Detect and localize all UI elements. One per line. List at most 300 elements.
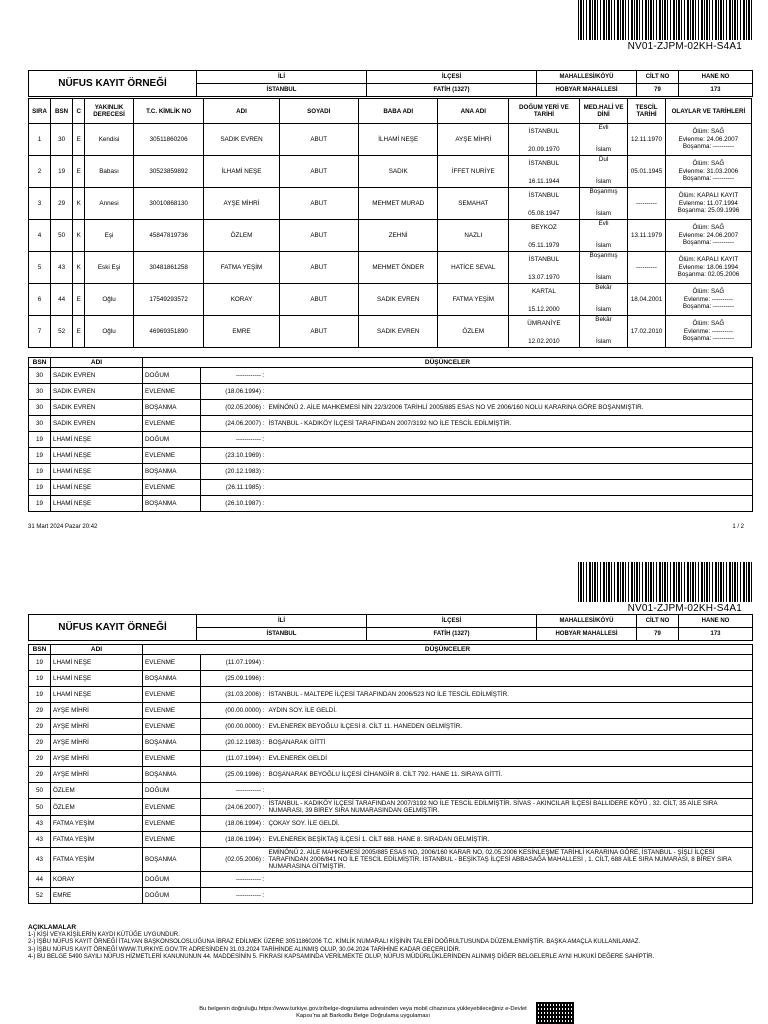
barcode-image [578, 0, 752, 40]
cell-sira: 3 [29, 188, 51, 220]
cell-bsn: 30 [29, 400, 51, 416]
cell-remark [267, 655, 753, 671]
table-row [29, 816, 753, 832]
cell-tescil: 13.11.1979 [628, 220, 666, 252]
header-table [28, 70, 753, 97]
table-row [29, 252, 752, 284]
cell-c: E [73, 124, 85, 156]
cell-remark [267, 368, 753, 384]
cell-event-date: (11.07.1994) : [201, 655, 267, 671]
cell-events: Ölüm: KAPALI KAYIT Evlenme: 18.06.1994 Boşanma: 02.05.2006 [665, 252, 751, 284]
table-row [29, 888, 753, 904]
cell-event-type: EVLENME [143, 816, 201, 832]
cell-bsn: 19 [29, 687, 51, 703]
cell-remark: İSTANBUL - MALTEPE İLÇESİ TARAFINDAN 2006/523 NO İLE TESCİL EDİLMİŞTİR. [267, 687, 753, 703]
cell-event-type: EVLENME [143, 703, 201, 719]
cell-bsn: 43 [29, 848, 51, 872]
table-row [29, 124, 752, 156]
cell-sira: 5 [29, 252, 51, 284]
table-row [29, 316, 752, 348]
cell-event-date: (24.06.2007) : [201, 799, 267, 816]
table-row [29, 783, 753, 799]
col-header: T.C. KİMLİK NO [133, 99, 204, 124]
cell-remark [267, 496, 753, 512]
birth-place: KARTAL [531, 288, 556, 295]
cell-ana: NAZLI [438, 220, 509, 252]
table-row [29, 464, 753, 480]
cell-adi: AYŞE MİHRİ [51, 767, 143, 783]
cell-adi: EMRE [204, 316, 279, 348]
cell-bsn: 30 [29, 368, 51, 384]
cell-event-type: EVLENME [143, 799, 201, 816]
cell-event-date: (31.03.2006) : [201, 687, 267, 703]
cell-adi: FATMA YEŞİM [51, 816, 143, 832]
cell-c: E [73, 156, 85, 188]
cell-soyadi: ABUT [279, 252, 358, 284]
marital-status: Bekâr [595, 284, 612, 291]
cell-remark: AYDIN SOY. İLE GELDİ. [267, 703, 753, 719]
cell-marital [579, 188, 628, 220]
cell-event-date: (11.07.1994) : [201, 751, 267, 767]
table-row [29, 671, 753, 687]
explanations [28, 924, 752, 962]
birth-place: BEYKOZ [531, 224, 557, 231]
col-header: BSN [51, 99, 73, 124]
cell-remark [267, 671, 753, 687]
col-header: SOYADI [279, 99, 358, 124]
cell-c: K [73, 188, 85, 220]
cell-remark: EVLENEREK GELDİ [267, 751, 753, 767]
cell-bsn: 29 [29, 703, 51, 719]
cell-baba: MEHMET ÖNDER [358, 252, 437, 284]
table-row [29, 687, 753, 703]
cell-adi: İLHAMİ NEŞE [204, 156, 279, 188]
cell-tc: 46969351890 [133, 316, 204, 348]
cell-event-type: BOŞANMA [143, 671, 201, 687]
cell-remark: İSTANBUL - KADIKÖY İLÇESİ TARAFINDAN 2007/3192 NO İLE TESCİL EDİLMİŞTİR. [267, 416, 753, 432]
cell-event-type: BOŞANMA [143, 496, 201, 512]
cell-sira: 7 [29, 316, 51, 348]
table-row [29, 832, 753, 848]
cell-bsn: 19 [29, 671, 51, 687]
cell-bsn: 19 [29, 496, 51, 512]
header-val: 173 [679, 628, 753, 641]
cell-ana: HATİCE SEVAL [438, 252, 509, 284]
table-row [29, 368, 753, 384]
cell-event-type: BOŞANMA [143, 767, 201, 783]
header-val: 173 [679, 84, 753, 97]
cell-baba: MEHMET MURAD [358, 188, 437, 220]
table-row [29, 220, 752, 252]
cell-tescil: ---------- [628, 188, 666, 220]
cell-adi: SADIK EVREN [51, 416, 143, 432]
cell-adi: AYŞE MİHRİ [51, 751, 143, 767]
cell-yakinlik: Annesi [85, 188, 134, 220]
cell-event-type: EVLENME [143, 832, 201, 848]
col-header: ANA ADI [438, 99, 509, 124]
cell-bsn: 29 [51, 188, 73, 220]
cell-adi: LHAMİ NEŞE [51, 480, 143, 496]
cell-remark [267, 432, 753, 448]
cell-bsn: 44 [29, 872, 51, 888]
birth-date: 05.11.1979 [528, 242, 560, 249]
cell-adi: SADIK EVREN [51, 384, 143, 400]
header-val: FATİH (1327) [367, 84, 537, 97]
cell-bsn: 29 [29, 767, 51, 783]
cell-adi: KORAY [204, 284, 279, 316]
cell-remark: EVLENEREK BEŞİKTAŞ İLÇESİ 1. CİLT 688. HANE 8. SIRADAN GELMİŞTİR. [267, 832, 753, 848]
family-table [28, 98, 752, 348]
cell-adi: LHAMİ NEŞE [51, 496, 143, 512]
cell-event-date: ------------ : [201, 872, 267, 888]
cell-adi: KORAY [51, 872, 143, 888]
cell-remark [267, 783, 753, 799]
cell-events: Ölüm: SAĞ Evlenme: ---------- Boşanma: ---------- [665, 284, 751, 316]
header-val: İSTANBUL [197, 628, 367, 641]
table-row [29, 799, 753, 816]
cell-bsn: 30 [29, 384, 51, 400]
cell-yakinlik: Eşi [85, 220, 134, 252]
cell-events: Ölüm: SAĞ Evlenme: 31.03.2006 Boşanma: ---------- [665, 156, 751, 188]
cell-remark: EVLENEREK BEYOĞLU İLÇESİ 8. CİLT 11. HANEDEN GELMİŞTİR. [267, 719, 753, 735]
cell-adi: LHAMİ NEŞE [51, 687, 143, 703]
cell-remark: BOŞANARAK GİTTİ [267, 735, 753, 751]
cell-sira: 6 [29, 284, 51, 316]
cell-marital [579, 220, 628, 252]
doc-title: NÜFUS KAYIT ÖRNEĞİ [29, 71, 197, 97]
cell-bsn: 19 [29, 464, 51, 480]
cell-baba: ZEHNİ [358, 220, 437, 252]
birth-date: 15.12.2000 [528, 306, 560, 313]
cell-bsn: 50 [51, 220, 73, 252]
cell-birth [509, 252, 580, 284]
cell-birth [509, 124, 580, 156]
cell-event-date: (20.12.1983) : [201, 464, 267, 480]
cell-bsn: 52 [29, 888, 51, 904]
cell-remark: BOŞANARAK BEYOĞLU İLÇESİ CİHANGİR 8. CİLT 792. HANE 11. SIRAYA GİTTİ. [267, 767, 753, 783]
cell-birth [509, 284, 580, 316]
cell-ana: FATMA YEŞİM [438, 284, 509, 316]
cell-bsn: 44 [51, 284, 73, 316]
cell-tescil: 05.01.1945 [628, 156, 666, 188]
table-row [29, 767, 753, 783]
cell-remark [267, 872, 753, 888]
col-header: SIRA [29, 99, 51, 124]
cell-yakinlik: Oğlu [85, 316, 134, 348]
header-val: HOBYAR MAHALLESİ [537, 84, 637, 97]
table-row [29, 416, 753, 432]
header-col: MAHALLESİ/KÖYÜ [537, 615, 637, 628]
cell-event-date: ------------ : [201, 432, 267, 448]
cell-bsn: 19 [29, 432, 51, 448]
qr-code-image [536, 1002, 574, 1024]
birth-place: İSTANBUL [528, 192, 560, 199]
notes-table-p1 [28, 357, 753, 512]
birth-date: 05.08.1947 [528, 210, 560, 217]
religion: İslam [595, 210, 612, 217]
cell-event-date: (24.06.2007) : [201, 416, 267, 432]
header-col: HANE NO [679, 71, 753, 84]
marital-status: Boşanmış [589, 252, 618, 259]
cell-event-type: EVLENME [143, 480, 201, 496]
birth-place: İSTANBUL [528, 160, 560, 167]
birth-date: 12.02.2010 [528, 338, 560, 345]
table-row [29, 655, 753, 671]
cell-tc: 30481861258 [133, 252, 204, 284]
header-val: HOBYAR MAHALLESİ [537, 628, 637, 641]
cell-tc: 17549293572 [133, 284, 204, 316]
religion: İslam [595, 306, 612, 313]
header-col: HANE NO [679, 615, 753, 628]
col-header: BABA ADI [358, 99, 437, 124]
cell-events: Ölüm: SAĞ Evlenme: ---------- Boşanma: ---------- [665, 316, 751, 348]
page-number: 1 / 2 [732, 524, 744, 530]
religion: İslam [595, 242, 612, 249]
cell-bsn: 29 [29, 719, 51, 735]
cell-event-type: EVLENME [143, 719, 201, 735]
cell-soyadi: ABUT [279, 220, 358, 252]
cell-baba: SADIK EVREN [358, 316, 437, 348]
cell-bsn: 19 [29, 655, 51, 671]
cell-birth [509, 316, 580, 348]
cell-baba: SADIK EVREN [358, 284, 437, 316]
cell-event-type: EVLENME [143, 416, 201, 432]
cell-remark: EMİNÖNÜ 2. AİLE MAHKEMESİ 2005/885 ESAS NO, 2006/160 KARAR NO, 02.05.2006 KESİNLEŞME TARİHLİ KARARINA GÖRE, İSTANBUL - ŞİŞLİ İLÇESİ TARAFINDAN 2006/841 NO İLE TESCİL EDİLMİŞTİR. İSTANBUL - BEŞİKTAŞ İLÇESİ ABBASAĞA MAHALLESİ , 1. CİLT, 688 AİLE SIRA NUMARASI, 8 BİREY SIRA NUMARASINA GİTMİŞTİR. [267, 848, 753, 872]
cell-bsn: 30 [29, 416, 51, 432]
cell-soyadi: ABUT [279, 316, 358, 348]
marital-status: Evli [598, 124, 609, 131]
col-bsn: BSN [29, 645, 51, 655]
cell-c: K [73, 220, 85, 252]
table-row [29, 872, 753, 888]
cell-event-type: EVLENME [143, 384, 201, 400]
cell-event-type: EVLENME [143, 687, 201, 703]
cell-marital [579, 284, 628, 316]
header-val: 79 [637, 84, 679, 97]
cell-remark: EMİNÖNÜ 2. AİLE MAHKEMESİ NİN 22/3/2006 TARİHLİ 2005/885 ESAS NO VE 2006/160 NOLU KARARINA GÖRE BOŞANMIŞTIR. [267, 400, 753, 416]
cell-bsn: 19 [29, 448, 51, 464]
table-row [29, 188, 752, 220]
cell-event-date: (02.05.2006) : [201, 400, 267, 416]
col-dusunceler: DÜŞÜNCELER [143, 358, 753, 368]
cell-sira: 2 [29, 156, 51, 188]
cell-tescil: ---------- [628, 252, 666, 284]
cell-event-date: (25.09.1996) : [201, 671, 267, 687]
religion: İslam [595, 146, 612, 153]
cell-birth [509, 220, 580, 252]
cell-event-type: BOŞANMA [143, 735, 201, 751]
explanation-item: 4-) BU BELGE 5490 SAYILI NÜFUS HİZMETLERİ KANUNUNUN 44. MADDESİNİN 5. FIKRASI KAPSAMINDA VERİLMEKTE OLUP, NÜFUS MÜDÜRLÜKLERİNDEN ALINMIŞ DİĞER BELGELERLE AYNI HUKUKİ DEĞERE SAHİPTİR. [28, 954, 655, 961]
cell-events: Ölüm: SAĞ Evlenme: 24.06.2007 Boşanma: ---------- [665, 124, 751, 156]
cell-event-date: (18.06.1994) : [201, 816, 267, 832]
col-adi: ADI [51, 645, 143, 655]
cell-sira: 4 [29, 220, 51, 252]
doc-title: NÜFUS KAYIT ÖRNEĞİ [29, 615, 197, 641]
cell-birth [509, 156, 580, 188]
cell-event-type: EVLENME [143, 751, 201, 767]
cell-birth [509, 188, 580, 220]
cell-c: E [73, 316, 85, 348]
col-header: TESCİL TARİHİ [628, 99, 666, 124]
cell-event-date: (26.11.1985) : [201, 480, 267, 496]
marital-status: Bekâr [595, 316, 612, 323]
table-row [29, 735, 753, 751]
cell-event-type: DOĞUM [143, 432, 201, 448]
header-val: 79 [637, 628, 679, 641]
cell-tescil: 12.11.1970 [628, 124, 666, 156]
religion: İslam [595, 274, 612, 281]
cell-remark [267, 480, 753, 496]
cell-bsn: 43 [51, 252, 73, 284]
col-adi: ADI [51, 358, 143, 368]
cell-adi: ÖZLEM [204, 220, 279, 252]
cell-tc: 30010868130 [133, 188, 204, 220]
col-header: MED.HALİ VE DİNİ [579, 99, 628, 124]
cell-event-date: (23.10.1969) : [201, 448, 267, 464]
cell-adi: FATMA YEŞİM [51, 848, 143, 872]
marital-status: Evli [598, 220, 609, 227]
marital-status: Boşanmış [589, 188, 618, 195]
header-col: MAHALLESİ/KÖYÜ [537, 71, 637, 84]
cell-yakinlik: Kendisi [85, 124, 134, 156]
cell-marital [579, 156, 628, 188]
notes-table-p2 [28, 644, 753, 904]
table-row [29, 496, 753, 512]
cell-c: K [73, 252, 85, 284]
cell-remark [267, 464, 753, 480]
cell-baba: SADIK [358, 156, 437, 188]
birth-date: 20.09.1970 [528, 146, 560, 153]
cell-adi: LHAMİ NEŞE [51, 448, 143, 464]
page-2 [28, 562, 752, 1024]
cell-adi: LHAMİ NEŞE [51, 655, 143, 671]
cell-yakinlik: Babası [85, 156, 134, 188]
birth-place: İSTANBUL [528, 128, 560, 135]
religion: İslam [595, 338, 612, 345]
birth-date: 13.07.1970 [528, 274, 560, 281]
cell-bsn: 19 [51, 156, 73, 188]
cell-event-type: BOŞANMA [143, 400, 201, 416]
col-header: YAKINLIK DERECESİ [85, 99, 134, 124]
cell-bsn: 50 [29, 799, 51, 816]
cell-adi: ÖZLEM [51, 799, 143, 816]
cell-remark [267, 384, 753, 400]
header-table [28, 614, 753, 641]
cell-event-date: (18.06.1994) : [201, 832, 267, 848]
cell-ana: ÖZLEM [438, 316, 509, 348]
cell-event-type: DOĞUM [143, 783, 201, 799]
cell-sira: 1 [29, 124, 51, 156]
header-col: CİLT NO [637, 615, 679, 628]
cell-bsn: 50 [29, 783, 51, 799]
cell-ana: İFFET NURİYE [438, 156, 509, 188]
cell-marital [579, 124, 628, 156]
marital-status: Dul [598, 156, 609, 163]
cell-soyadi: ABUT [279, 124, 358, 156]
cell-adi: AYŞE MİHRİ [51, 735, 143, 751]
header-col: CİLT NO [637, 71, 679, 84]
cell-bsn: 43 [29, 832, 51, 848]
cell-marital [579, 252, 628, 284]
cell-yakinlik: Oğlu [85, 284, 134, 316]
birth-place: İSTANBUL [528, 256, 560, 263]
cell-event-date: (25.09.1996) : [201, 767, 267, 783]
table-row [29, 848, 753, 872]
table-row [29, 156, 752, 188]
cell-remark [267, 448, 753, 464]
cell-adi: AYŞE MİHRİ [204, 188, 279, 220]
cell-ana: AYŞE MİHRİ [438, 124, 509, 156]
col-header: DOĞUM YERİ VE TARİHİ [509, 99, 580, 124]
cell-event-date: (02.05.2006) : [201, 848, 267, 872]
cell-adi: AYŞE MİHRİ [51, 703, 143, 719]
barcode-image [578, 562, 752, 602]
cell-bsn: 52 [51, 316, 73, 348]
cell-event-date: (26.10.1987) : [201, 496, 267, 512]
cell-adi: LHAMİ NEŞE [51, 432, 143, 448]
header-val: İSTANBUL [197, 84, 367, 97]
cell-adi: SADIK EVREN [204, 124, 279, 156]
cell-events: Ölüm: KAPALI KAYIT Evlenme: 11.07.1994 Boşanma: 25.09.1996 [665, 188, 751, 220]
explanation-item: 3-) İŞBU NÜFUS KAYIT ÖRNEĞİ WWW.TURKIYE.GOV.TR ADRESİNDEN 31.03.2024 TARİHİNDE ALINMIŞ OLUP, 30.04.2024 TARİHİNE KADAR GEÇERLİDİR. [28, 946, 461, 953]
col-dusunceler: DÜŞÜNCELER [143, 645, 753, 655]
cell-bsn: 43 [29, 816, 51, 832]
explanation-item: 2-) İŞBU NÜFUS KAYIT ÖRNEĞİ İTALYAN BAŞKONSOLOSLUĞUNA İBRAZ EDİLMEK ÜZERE 30511860206 T.C. KİMLİK NUMARALI KİŞİNİN TALEBİ DOĞRULTUSUNDA DÜZENLENMİŞTİR. BAŞKA AMAÇLA KULLANILAMAZ. [28, 939, 641, 946]
header-val: FATİH (1327) [367, 628, 537, 641]
cell-adi: AYŞE MİHRİ [51, 719, 143, 735]
table-row [29, 400, 753, 416]
cell-bsn: 30 [51, 124, 73, 156]
table-row [29, 719, 753, 735]
barcode-id: NV01-ZJPM-02KH-S4A1 [627, 603, 742, 614]
cell-event-date: ------------ : [201, 888, 267, 904]
header-col: İLİ [197, 615, 367, 628]
cell-bsn: 29 [29, 735, 51, 751]
verification-text: Bu belgenin doğruluğu https://www.turkiye.gov.tr/belge-dogrulama adresinden veya mobil cihazınıza yükleyebileceğiniz e-Devlet Kapısı'na ait Barkodlu Belge Doğrulama uygulaması [199, 1006, 527, 1019]
col-header: C [73, 99, 85, 124]
explanations-title: AÇIKLAMALAR [28, 924, 77, 931]
cell-adi: ÖZLEM [51, 783, 143, 799]
cell-event-date: ------------ : [201, 368, 267, 384]
table-row [29, 448, 753, 464]
table-row [29, 384, 753, 400]
cell-event-type: DOĞUM [143, 368, 201, 384]
cell-ana: SEMAHAT [438, 188, 509, 220]
cell-adi: SADIK EVREN [51, 368, 143, 384]
cell-marital [579, 316, 628, 348]
cell-tescil: 17.02.2010 [628, 316, 666, 348]
cell-tc: 30511860206 [133, 124, 204, 156]
page-1 [28, 0, 752, 540]
religion: İslam [595, 178, 612, 185]
cell-tc: 45847819736 [133, 220, 204, 252]
cell-event-date: (00.00.0000) : [201, 719, 267, 735]
cell-adi: LHAMİ NEŞE [51, 671, 143, 687]
header-col: İLİ [197, 71, 367, 84]
cell-adi: SADIK EVREN [51, 400, 143, 416]
cell-event-type: DOĞUM [143, 872, 201, 888]
cell-remark: İSTANBUL - KADIKÖY İLÇESİ TARAFINDAN 2007/3192 NO İLE TESCİL EDİLMİŞTİR. SİVAS - AKINCILAR İLÇESİ BALLIDERE KÖYÜ , 32. CİLT, 35 AİLE SIRA NUMARASI, 39 BİREY SIRA NUMARASINDAN GELMİŞTİR. [267, 799, 753, 816]
cell-event-type: EVLENME [143, 655, 201, 671]
col-header: OLAYLAR VE TARİHLERİ [665, 99, 751, 124]
col-bsn: BSN [29, 358, 51, 368]
cell-event-type: BOŞANMA [143, 848, 201, 872]
cell-bsn: 29 [29, 751, 51, 767]
birth-date: 16.11.1944 [528, 178, 560, 185]
cell-soyadi: ABUT [279, 188, 358, 220]
cell-events: Ölüm: SAĞ Evlenme: 24.06.2007 Boşanma: ---------- [665, 220, 751, 252]
barcode-id: NV01-ZJPM-02KH-S4A1 [627, 41, 742, 52]
